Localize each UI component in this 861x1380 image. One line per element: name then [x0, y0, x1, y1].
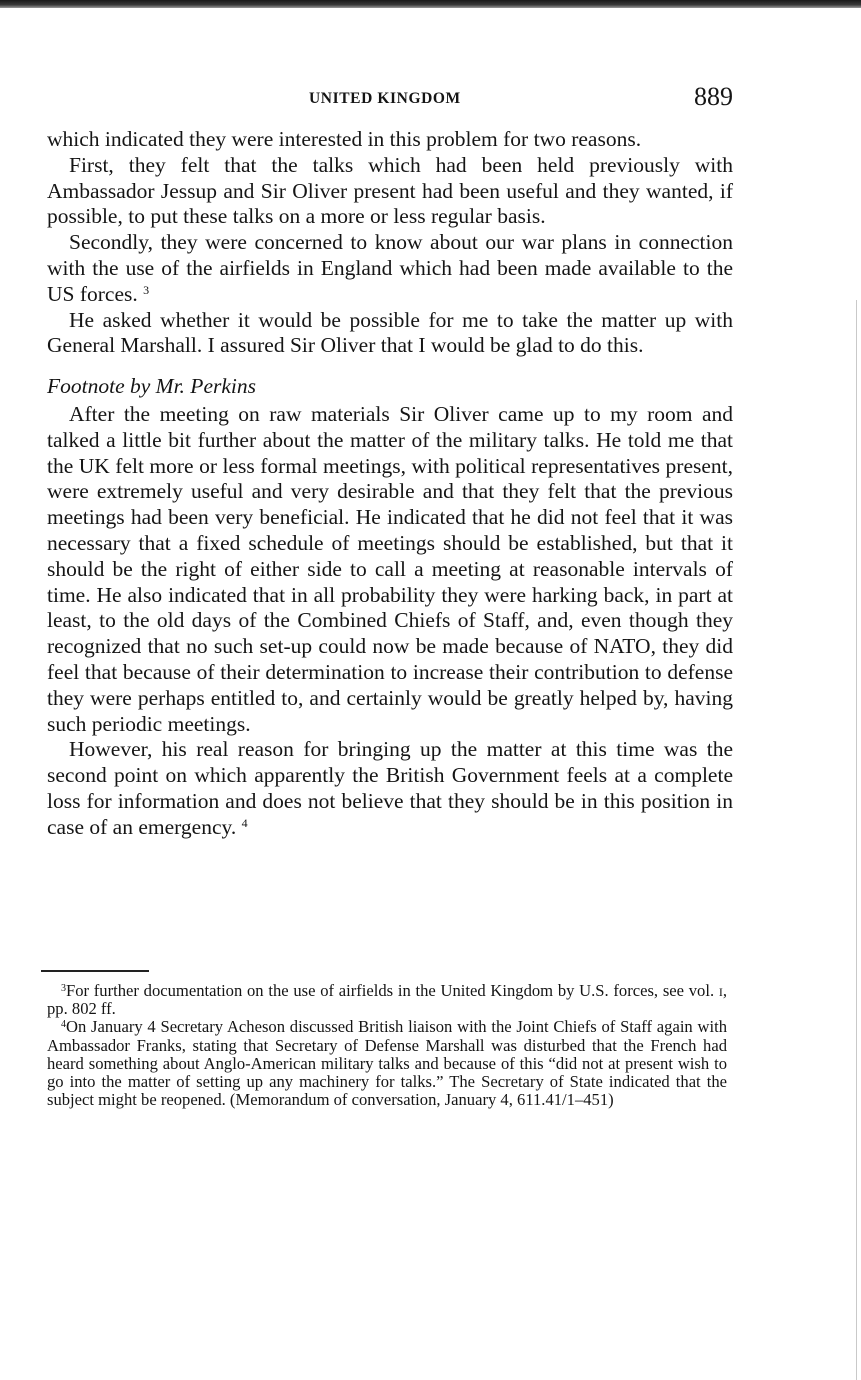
- top-edge-rule: [0, 0, 861, 8]
- footnote-marker: 3: [61, 983, 66, 994]
- footnote-rule: [41, 970, 149, 972]
- footnote-text-tail: , pp. 802 ff.: [47, 981, 727, 1019]
- footnote-text: On January 4 Secretary Acheson discussed British liaison with the Joint Chiefs of Staff again with Ambassador Franks, stating that Secretary of Defense Marshall was disturbed that the French had heard something about Anglo-American military talks and because of this “did not at present wish to go into the matter of setting up any machinery for talks.” The Secretary of State indicated that the subject might be reopened. (Memorandum of conversation, January 4, 611.41/1–451): [47, 1017, 727, 1110]
- paragraph-second-reason: [47, 230, 733, 307]
- footnotes: [47, 982, 727, 1109]
- footnote-3: [47, 982, 727, 1018]
- paragraph-text: However, his real reason for bringing up the matter at this time was the second point on which apparently the British Government feels at a complete loss for information and does not believe that they should be in this position in case of an emergency.: [47, 737, 733, 839]
- paragraph-continued: which indicated they were interested in this problem for two reasons.: [47, 127, 642, 151]
- paragraph-request: He asked whether it would be possible for me to take the matter up with General Marshall. I assured Sir Oliver that I would be glad to do this.: [47, 307, 733, 358]
- running-head: UNITED KINGDOM: [309, 90, 461, 107]
- footnote-4: [47, 1018, 727, 1109]
- paragraph-text: Secondly, they were concerned to know about our war plans in connection with the use of the airfields in England which had been made available to the US forces.: [47, 230, 733, 306]
- page-number: 889: [694, 82, 733, 111]
- footnote-volume: i: [718, 981, 723, 1000]
- footnote-text: For further documentation on the use of airfields in the United Kingdom by U.S. forces, see vol.: [66, 981, 715, 1000]
- footnote-ref-4[interactable]: 4: [241, 815, 248, 830]
- paragraph-real-reason: [47, 737, 733, 840]
- paragraph-first-reason: First, they felt that the talks which had been held previously with Ambassador Jessup and Sir Oliver present had been useful and they wanted, if possible, to put these talks on a more or less regular basis.: [47, 152, 733, 229]
- footnote-marker: 4: [61, 1019, 66, 1031]
- page-edge-line: [856, 300, 857, 1380]
- paragraph-perkins-footnote: After the meeting on raw materials Sir Oliver came up to my room and talked a little bit further about the matter of the military talks. He told me that the UK felt more or less formal meetings, with political representatives present, were extremely useful and very desirable and that they felt that the previous meetings had been very beneficial. He indicated that he did not feel that it was necessary that a fixed schedule of meetings should be established, but that it should be the right of either side to call a meeting at reasonable intervals of time. He also indicated that in all probability they were harking back, in part at least, to the old days of the Combined Chiefs of Staff, and, even though they recognized that no such set-up could now be made because of NATO, they did feel that because of their determination to increase their contribution to defense they were perhaps entitled to, and certainly would be greatly helped by, having such periodic meetings.: [47, 401, 733, 736]
- footnote-ref-3[interactable]: 3: [143, 282, 150, 297]
- body-text: [47, 127, 733, 841]
- section-heading: Footnote by Mr. Perkins: [47, 374, 256, 399]
- page-header: [47, 82, 733, 114]
